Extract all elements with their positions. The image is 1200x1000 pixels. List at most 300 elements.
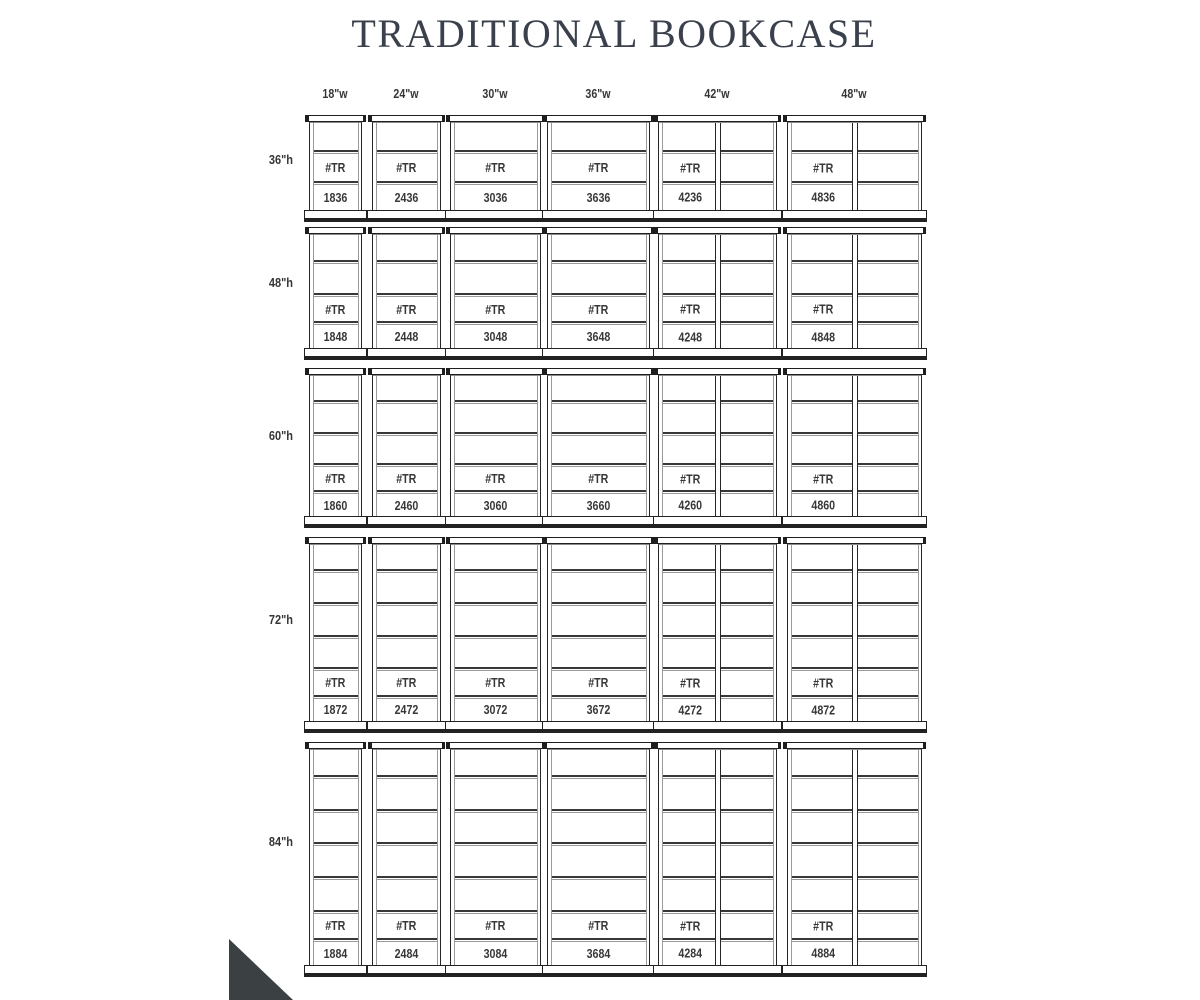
shelf-opening <box>314 750 357 775</box>
model-number: 3048 <box>483 329 508 345</box>
model-number: 1836 <box>323 189 348 205</box>
bookcase-diagram-4848 <box>787 227 922 360</box>
bookcase-body <box>450 374 541 517</box>
shelf-opening <box>552 376 645 400</box>
shelf-opening <box>377 123 436 150</box>
bookcase-body <box>787 748 922 966</box>
item-prefix-label: #TR <box>485 160 506 176</box>
row-height-header: 60"h <box>268 429 293 443</box>
bookcase-base <box>542 516 655 528</box>
shelf-opening <box>377 606 436 635</box>
shelf-opening <box>314 494 357 516</box>
model-number: 3036 <box>483 189 508 205</box>
bookcase-body <box>450 233 541 349</box>
center-divider <box>715 376 721 516</box>
bookcase-top-crown <box>783 742 926 749</box>
bookcase-top-crown <box>543 368 654 375</box>
bookcase-base <box>445 721 546 733</box>
item-prefix-label: #TR <box>813 471 834 487</box>
model-number: 3060 <box>483 497 508 513</box>
bookcase-diagram-4284 <box>658 742 777 977</box>
item-prefix-label: #TR <box>588 301 609 317</box>
model-number: 4260 <box>678 497 703 513</box>
shelf-opening <box>377 404 436 432</box>
bookcase-body <box>309 748 362 966</box>
bookcase-body <box>658 543 777 722</box>
bookcase-top-crown <box>654 227 781 234</box>
bookcase-top-crown <box>446 742 545 749</box>
page-title: TRADITIONAL BOOKCASE <box>351 11 877 56</box>
bookcase-base <box>367 516 446 528</box>
shelf-opening <box>314 376 357 400</box>
shelf-opening <box>377 750 436 775</box>
item-prefix-label: #TR <box>325 301 346 317</box>
bookcase-body <box>547 748 650 966</box>
bookcase-base <box>782 516 927 528</box>
shelf-opening <box>552 639 645 668</box>
bookcase-top-crown <box>654 742 781 749</box>
model-number: 4236 <box>678 189 703 205</box>
shelf-opening <box>314 573 357 602</box>
model-number: 1848 <box>323 329 348 345</box>
bookcase-diagram-3036 <box>450 115 541 222</box>
shelf-opening <box>314 779 357 809</box>
shelf-opening <box>377 185 436 210</box>
shelf-opening <box>552 699 645 721</box>
shelf-opening <box>552 154 645 180</box>
shelf-opening <box>314 880 357 910</box>
bookcase-base <box>782 348 927 360</box>
shelf-opening <box>552 436 645 464</box>
center-divider <box>852 376 858 516</box>
row-height-header: 84"h <box>268 835 293 849</box>
bookcase-base <box>542 210 655 222</box>
shelf-opening <box>314 264 357 293</box>
shelf-opening <box>552 545 645 569</box>
shelf-opening <box>552 235 645 260</box>
bookcase-top-crown <box>368 742 445 749</box>
shelf-opening <box>455 404 536 432</box>
bookcase-body <box>787 374 922 517</box>
shelf-opening <box>455 606 536 635</box>
item-prefix-label: #TR <box>588 160 609 176</box>
shelf-opening <box>377 813 436 843</box>
bookcase-body <box>372 374 441 517</box>
item-prefix-label: #TR <box>396 160 417 176</box>
bookcase-body <box>309 374 362 517</box>
bookcase-base <box>445 210 546 222</box>
bookcase-top-crown <box>446 115 545 122</box>
bookcase-base <box>445 516 546 528</box>
center-divider <box>715 545 721 721</box>
shelf-opening <box>377 880 436 910</box>
model-number: 2472 <box>394 702 419 718</box>
bookcase-top-crown <box>654 537 781 544</box>
shelf-opening <box>552 467 645 490</box>
shelf-opening <box>314 942 357 965</box>
shelf-opening <box>377 779 436 809</box>
bookcase-diagram-4272 <box>658 537 777 733</box>
bookcase-base <box>304 965 367 977</box>
bookcase-diagram-4236 <box>658 115 777 222</box>
shelf-opening <box>455 846 536 876</box>
shelf-opening <box>552 404 645 432</box>
bookcase-top-crown <box>305 115 366 122</box>
shelf-opening <box>455 914 536 938</box>
shelf-opening <box>377 235 436 260</box>
shelf-opening <box>455 264 536 293</box>
item-prefix-label: #TR <box>396 918 417 934</box>
bookcase-diagram-3660 <box>547 368 650 528</box>
bookcase-body <box>658 121 777 211</box>
column-width-header: 42"w <box>704 87 730 101</box>
model-number: 4860 <box>811 497 836 513</box>
bookcase-top-crown <box>783 368 926 375</box>
column-width-header: 48"w <box>841 87 867 101</box>
bookcase-diagram-3084 <box>450 742 541 977</box>
model-number: 1860 <box>323 497 348 513</box>
bookcase-diagram-4884 <box>787 742 922 977</box>
shelf-opening <box>314 813 357 843</box>
item-prefix-label: #TR <box>325 675 346 691</box>
shelf-opening <box>552 123 645 150</box>
item-prefix-label: #TR <box>588 675 609 691</box>
bookcase-base <box>782 210 927 222</box>
shelf-opening <box>455 494 536 516</box>
shelf-opening <box>455 639 536 668</box>
bookcase-body <box>450 543 541 722</box>
bookcase-top-crown <box>543 115 654 122</box>
shelf-opening <box>455 376 536 400</box>
bookcase-top-crown <box>654 115 781 122</box>
bookcase-body <box>450 748 541 966</box>
shelf-opening <box>552 185 645 210</box>
model-number: 4248 <box>678 329 703 345</box>
bookcase-body <box>547 121 650 211</box>
shelf-opening <box>455 573 536 602</box>
bookcase-diagram-3684 <box>547 742 650 977</box>
shelf-opening <box>314 123 357 150</box>
center-divider <box>715 750 721 965</box>
shelf-opening <box>377 325 436 348</box>
shelf-opening <box>314 404 357 432</box>
model-number: 3684 <box>586 945 611 961</box>
model-number: 2436 <box>394 189 419 205</box>
shelf-opening <box>314 297 357 321</box>
bookcase-base <box>653 516 782 528</box>
shelf-opening <box>314 436 357 464</box>
shelf-opening <box>377 264 436 293</box>
shelf-opening <box>314 467 357 490</box>
shelf-opening <box>552 297 645 321</box>
bookcase-diagram-4872 <box>787 537 922 733</box>
item-prefix-label: #TR <box>813 675 834 691</box>
column-width-header: 30"w <box>482 87 508 101</box>
shelf-opening <box>552 942 645 965</box>
shelf-opening <box>377 914 436 938</box>
shelf-opening <box>377 154 436 180</box>
center-divider <box>852 750 858 965</box>
bookcase-body <box>658 748 777 966</box>
item-prefix-label: #TR <box>396 675 417 691</box>
bookcase-body <box>658 374 777 517</box>
shelf-opening <box>377 846 436 876</box>
bookcase-top-crown <box>783 537 926 544</box>
bookcase-base <box>542 721 655 733</box>
shelf-opening <box>377 545 436 569</box>
shelf-opening <box>377 671 436 694</box>
shelf-opening <box>377 467 436 490</box>
bookcase-top-crown <box>368 537 445 544</box>
shelf-opening <box>552 914 645 938</box>
item-prefix-label: #TR <box>485 675 506 691</box>
shelf-opening <box>377 436 436 464</box>
shelf-opening <box>377 942 436 965</box>
bookcase-diagram-4248 <box>658 227 777 360</box>
model-number: 3648 <box>586 329 611 345</box>
shelf-opening <box>455 942 536 965</box>
column-width-header: 36"w <box>585 87 611 101</box>
model-number: 3084 <box>483 945 508 961</box>
bookcase-top-crown <box>305 742 366 749</box>
item-prefix-label: #TR <box>680 918 701 934</box>
bookcase-top-crown <box>543 227 654 234</box>
shelf-opening <box>314 545 357 569</box>
bookcase-diagram-1848 <box>309 227 362 360</box>
shelf-opening <box>552 813 645 843</box>
model-number: 4836 <box>811 189 836 205</box>
shelf-opening <box>377 376 436 400</box>
bookcase-top-crown <box>368 115 445 122</box>
shelf-opening <box>314 639 357 668</box>
shelf-opening <box>314 606 357 635</box>
bookcase-base <box>782 721 927 733</box>
shelf-opening <box>455 779 536 809</box>
bookcase-body <box>309 121 362 211</box>
shelf-opening <box>552 846 645 876</box>
shelf-opening <box>552 671 645 694</box>
bookcase-top-crown <box>543 742 654 749</box>
bookcase-base <box>304 348 367 360</box>
item-prefix-label: #TR <box>813 160 834 176</box>
item-prefix-label: #TR <box>680 675 701 691</box>
bookcase-base <box>304 210 367 222</box>
bookcase-top-crown <box>305 227 366 234</box>
column-width-header: 18"w <box>322 87 348 101</box>
bookcase-top-crown <box>305 537 366 544</box>
bookcase-body <box>547 233 650 349</box>
bookcase-top-crown <box>305 368 366 375</box>
shelf-opening <box>314 235 357 260</box>
item-prefix-label: #TR <box>485 918 506 934</box>
bookcase-top-crown <box>368 227 445 234</box>
bookcase-body <box>787 233 922 349</box>
bookcase-body <box>787 543 922 722</box>
model-number: 1884 <box>323 945 348 961</box>
item-prefix-label: #TR <box>813 301 834 317</box>
bookcase-diagram-4836 <box>787 115 922 222</box>
model-number: 1872 <box>323 702 348 718</box>
model-number: 3072 <box>483 702 508 718</box>
bookcase-base <box>445 348 546 360</box>
model-number: 4284 <box>678 945 703 961</box>
bookcase-body <box>450 121 541 211</box>
bookcase-diagram-4260 <box>658 368 777 528</box>
model-number: 4272 <box>678 702 703 718</box>
shelf-opening <box>455 467 536 490</box>
shelf-opening <box>455 154 536 180</box>
shelf-opening <box>455 699 536 721</box>
model-number: 3636 <box>586 189 611 205</box>
bookcase-diagram-1872 <box>309 537 362 733</box>
row-height-header: 36"h <box>268 153 293 167</box>
bookcase-base <box>304 516 367 528</box>
model-number: 2448 <box>394 329 419 345</box>
model-number: 4848 <box>811 329 836 345</box>
model-number: 2484 <box>394 945 419 961</box>
bookcase-diagram-2484 <box>372 742 441 977</box>
bookcase-diagram-4860 <box>787 368 922 528</box>
bookcase-base <box>367 210 446 222</box>
shelf-opening <box>314 846 357 876</box>
page-corner-fold <box>229 939 293 1000</box>
center-divider <box>852 235 858 348</box>
model-number: 3672 <box>586 702 611 718</box>
shelf-opening <box>455 297 536 321</box>
bookcase-diagram-3072 <box>450 537 541 733</box>
shelf-opening <box>455 813 536 843</box>
bookcase-base <box>367 965 446 977</box>
item-prefix-label: #TR <box>325 918 346 934</box>
bookcase-body <box>309 233 362 349</box>
item-prefix-label: #TR <box>588 918 609 934</box>
shelf-opening <box>314 185 357 210</box>
shelf-opening <box>552 750 645 775</box>
item-prefix-label: #TR <box>396 301 417 317</box>
bookcase-body <box>658 233 777 349</box>
bookcase-base <box>304 721 367 733</box>
shelf-opening <box>377 573 436 602</box>
shelf-opening <box>455 185 536 210</box>
shelf-opening <box>552 325 645 348</box>
bookcase-diagram-3672 <box>547 537 650 733</box>
center-divider <box>852 123 858 210</box>
bookcase-base <box>653 721 782 733</box>
bookcase-base <box>653 348 782 360</box>
bookcase-body <box>372 748 441 966</box>
shelf-opening <box>455 671 536 694</box>
bookcase-body <box>372 233 441 349</box>
bookcase-base <box>367 348 446 360</box>
bookcase-top-crown <box>654 368 781 375</box>
shelf-opening <box>377 297 436 321</box>
shelf-opening <box>552 264 645 293</box>
shelf-opening <box>455 123 536 150</box>
shelf-opening <box>314 671 357 694</box>
model-number: 4872 <box>811 702 836 718</box>
bookcase-top-crown <box>446 227 545 234</box>
center-divider <box>852 545 858 721</box>
row-height-header: 48"h <box>268 276 293 290</box>
shelf-opening <box>377 639 436 668</box>
model-number: 4884 <box>811 945 836 961</box>
model-number: 2460 <box>394 497 419 513</box>
bookcase-base <box>542 965 655 977</box>
bookcase-top-crown <box>783 115 926 122</box>
shelf-opening <box>455 436 536 464</box>
row-height-header: 72"h <box>268 613 293 627</box>
item-prefix-label: #TR <box>485 301 506 317</box>
item-prefix-label: #TR <box>680 471 701 487</box>
bookcase-diagram-2472 <box>372 537 441 733</box>
bookcase-body <box>547 374 650 517</box>
shelf-opening <box>455 325 536 348</box>
bookcase-body <box>547 543 650 722</box>
shelf-opening <box>455 750 536 775</box>
bookcase-body <box>372 543 441 722</box>
bookcase-top-crown <box>446 537 545 544</box>
bookcase-diagram-3636 <box>547 115 650 222</box>
bookcase-diagram-2436 <box>372 115 441 222</box>
shelf-opening <box>455 545 536 569</box>
bookcase-diagram-2460 <box>372 368 441 528</box>
bookcase-top-crown <box>368 368 445 375</box>
shelf-opening <box>377 494 436 516</box>
bookcase-base <box>653 965 782 977</box>
column-width-header: 24"w <box>393 87 419 101</box>
item-prefix-label: #TR <box>588 471 609 487</box>
bookcase-diagram-3648 <box>547 227 650 360</box>
shelf-opening <box>552 779 645 809</box>
center-divider <box>715 123 721 210</box>
bookcase-top-crown <box>446 368 545 375</box>
bookcase-diagram-3060 <box>450 368 541 528</box>
bookcase-diagram-1860 <box>309 368 362 528</box>
bookcase-base <box>367 721 446 733</box>
item-prefix-label: #TR <box>396 471 417 487</box>
center-divider <box>715 235 721 348</box>
bookcase-base <box>782 965 927 977</box>
shelf-opening <box>552 606 645 635</box>
bookcase-diagram-3048 <box>450 227 541 360</box>
shelf-opening <box>455 235 536 260</box>
shelf-opening <box>314 914 357 938</box>
shelf-opening <box>314 699 357 721</box>
bookcase-diagram-1884 <box>309 742 362 977</box>
bookcase-body <box>309 543 362 722</box>
bookcase-body <box>787 121 922 211</box>
shelf-opening <box>552 573 645 602</box>
bookcase-base <box>653 210 782 222</box>
bookcase-diagram-2448 <box>372 227 441 360</box>
bookcase-base <box>445 965 546 977</box>
shelf-opening <box>377 699 436 721</box>
bookcase-base <box>542 348 655 360</box>
shelf-opening <box>552 880 645 910</box>
shelf-opening <box>314 325 357 348</box>
bookcase-body <box>372 121 441 211</box>
item-prefix-label: #TR <box>680 160 701 176</box>
item-prefix-label: #TR <box>680 301 701 317</box>
item-prefix-label: #TR <box>325 471 346 487</box>
item-prefix-label: #TR <box>485 471 506 487</box>
shelf-opening <box>552 494 645 516</box>
shelf-opening <box>455 880 536 910</box>
shelf-opening <box>314 154 357 180</box>
bookcase-diagram-1836 <box>309 115 362 222</box>
model-number: 3660 <box>586 497 611 513</box>
bookcase-top-crown <box>783 227 926 234</box>
